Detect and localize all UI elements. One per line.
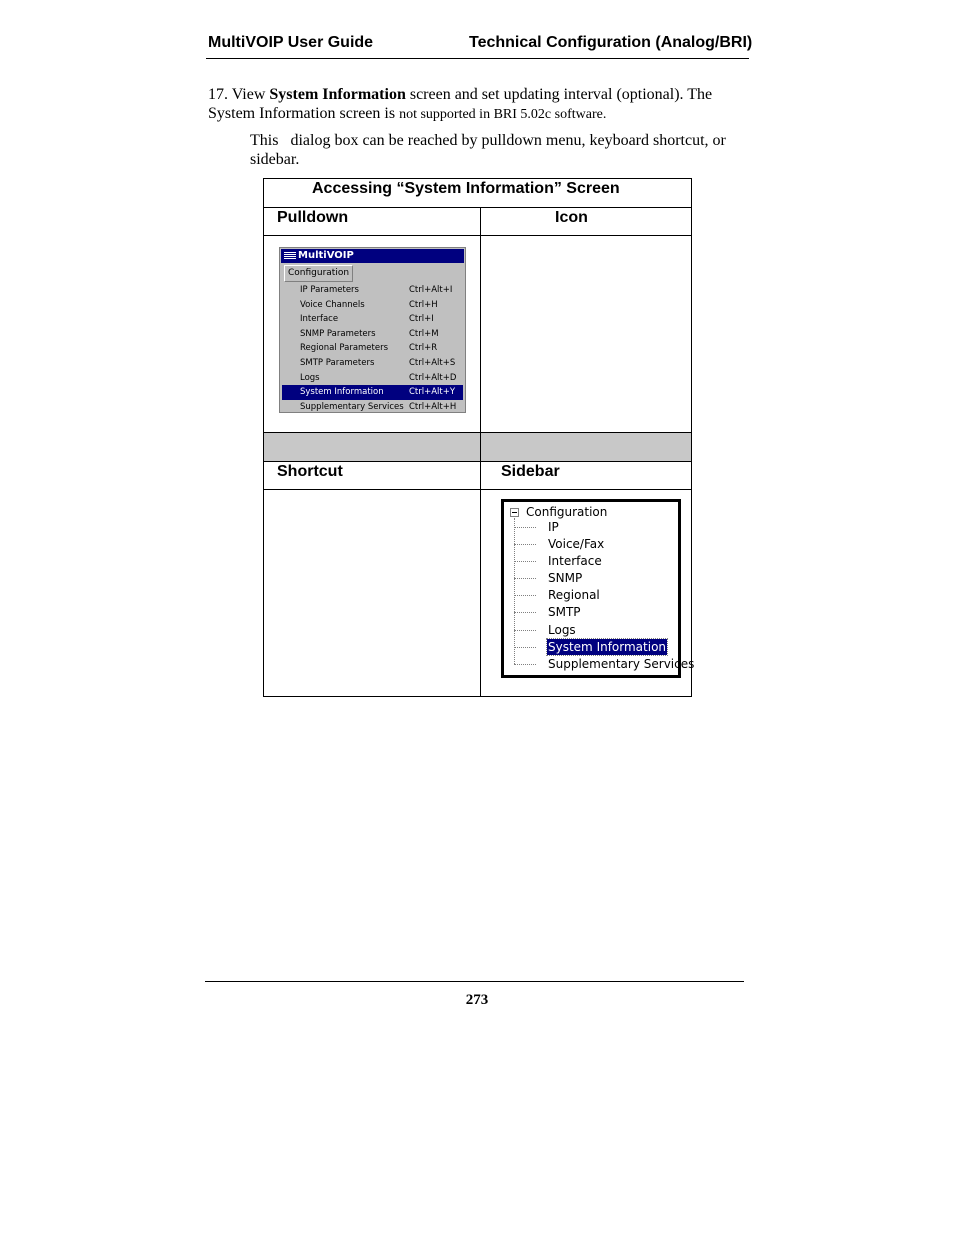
step-number: 17. View bbox=[208, 86, 270, 103]
menu-item-shortcut: Ctrl+Alt+D bbox=[409, 372, 457, 383]
access-table bbox=[263, 178, 695, 697]
menu-item-regional-parameters[interactable] bbox=[282, 341, 463, 356]
menu-item-label: SMTP Parameters bbox=[300, 357, 375, 368]
header-title-left: MultiVOIP User Guide bbox=[208, 34, 374, 51]
collapse-icon[interactable] bbox=[510, 508, 519, 517]
menu-list bbox=[282, 283, 463, 414]
table-grey-row bbox=[264, 433, 691, 461]
menu-item-label: Voice Channels bbox=[300, 299, 365, 310]
menu-item-shortcut: Ctrl+I bbox=[409, 314, 434, 325]
menu-item-shortcut: Ctrl+Alt+H bbox=[409, 401, 457, 412]
menu-item-interface[interactable] bbox=[282, 312, 463, 327]
pulldown-menu bbox=[279, 247, 466, 413]
table-rule-3 bbox=[264, 432, 691, 433]
tree-item-label: Regional bbox=[548, 588, 600, 602]
menu-item-ip-parameters[interactable] bbox=[282, 283, 463, 298]
col-pulldown: Pulldown bbox=[277, 209, 349, 226]
table-rule-5 bbox=[264, 489, 691, 490]
tree-item-label: System Information bbox=[548, 640, 667, 654]
menu-item-smtp-parameters[interactable] bbox=[282, 356, 463, 371]
menu-item-label: IP Parameters bbox=[300, 285, 359, 295]
header-rule bbox=[206, 58, 749, 59]
tree-connector bbox=[514, 578, 536, 579]
tree-connector bbox=[514, 561, 536, 562]
tree-item-label: SMTP bbox=[548, 605, 581, 619]
menu-item-label: SNMP Parameters bbox=[300, 328, 376, 339]
tree-guide-line bbox=[514, 518, 515, 664]
app-icon bbox=[284, 251, 296, 259]
step-text: screen and set updating interval (optional). The bbox=[405, 86, 713, 103]
table-title: Accessing “System Information” Screen bbox=[312, 180, 620, 197]
col-shortcut: Shortcut bbox=[277, 463, 343, 480]
menu-item-shortcut: Ctrl+Alt+I bbox=[409, 285, 453, 295]
tree-item-label: IP bbox=[548, 520, 559, 534]
footer-rule bbox=[205, 981, 744, 982]
note-paragraph bbox=[250, 131, 750, 169]
menu-item-shortcut: Ctrl+H bbox=[409, 299, 438, 310]
tree-item-label: Interface bbox=[548, 554, 602, 568]
menu-item-system-information[interactable] bbox=[282, 385, 463, 400]
table-column-divider bbox=[480, 208, 481, 696]
menu-bar bbox=[281, 264, 464, 282]
menu-item-logs[interactable] bbox=[282, 371, 463, 386]
menu-titlebar bbox=[281, 249, 464, 263]
tree-item-label: SNMP bbox=[548, 571, 583, 585]
sidebar-tree bbox=[501, 499, 695, 678]
step-line2-small: not supported in BRI 5.02c software. bbox=[399, 107, 607, 122]
menu-item-label: System Information bbox=[300, 387, 384, 398]
note-line1: This dialog box can be reached by pulldown menu, keyboard shortcut, or bbox=[250, 132, 726, 149]
tree-connector bbox=[514, 544, 536, 545]
step-paragraph bbox=[208, 85, 748, 124]
tree-item-label: Supplementary Services bbox=[548, 657, 695, 671]
menu-item-snmp-parameters[interactable] bbox=[282, 327, 463, 342]
note-line2: sidebar. bbox=[250, 151, 300, 168]
tree-connector bbox=[514, 664, 536, 665]
step-line2: System Information screen is bbox=[208, 105, 400, 122]
tree-connector bbox=[514, 527, 536, 528]
menu-item-shortcut: Ctrl+R bbox=[409, 343, 438, 354]
menu-item-shortcut: Ctrl+Alt+Y bbox=[409, 387, 456, 398]
table-rule-4 bbox=[264, 461, 691, 462]
tree-root-configuration[interactable]: Configuration bbox=[526, 505, 608, 519]
header-title-right: Technical Configuration (Analog/BRI) bbox=[469, 34, 753, 51]
tree-connector bbox=[514, 595, 536, 596]
tree-item-label: Logs bbox=[548, 623, 576, 637]
tree-connector bbox=[514, 612, 536, 613]
menu-item-label: Regional Parameters bbox=[300, 343, 389, 354]
tree-item-label: Voice/Fax bbox=[548, 537, 605, 551]
step-bold: System Information bbox=[269, 86, 406, 103]
menu-item-shortcut: Ctrl+M bbox=[409, 328, 439, 339]
col-icon: Icon bbox=[555, 209, 588, 226]
menu-item-label: Logs bbox=[300, 372, 320, 383]
menu-item-voice-channels[interactable] bbox=[282, 298, 463, 313]
menu-item-shortcut: Ctrl+Alt+S bbox=[409, 357, 456, 368]
tree-connector bbox=[514, 647, 536, 648]
page-number: 273 bbox=[465, 992, 489, 1008]
table-rule-1 bbox=[264, 207, 691, 208]
menu-item-label: Interface bbox=[300, 314, 339, 325]
table-rule-2 bbox=[264, 235, 691, 236]
menu-item-supplementary-services[interactable] bbox=[282, 400, 463, 415]
tree-connector bbox=[514, 630, 536, 631]
col-sidebar: Sidebar bbox=[501, 463, 560, 480]
menu-app-title: MultiVOIP bbox=[298, 250, 354, 261]
menu-item-label: Supplementary Services bbox=[300, 401, 404, 412]
menu-configuration[interactable]: Configuration bbox=[284, 265, 353, 282]
